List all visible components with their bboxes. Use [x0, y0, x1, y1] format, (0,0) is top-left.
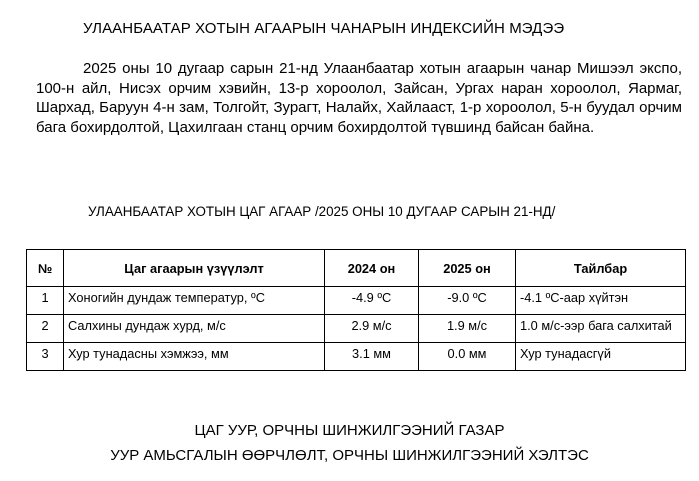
- cell-note: 1.0 м/с-ээр бага салхитай: [516, 315, 686, 343]
- cell-2024: 3.1 мм: [325, 343, 419, 371]
- cell-parameter: Хур тунадасны хэмжээ, мм: [64, 343, 325, 371]
- cell-number: 3: [27, 343, 64, 371]
- cell-note: Хур тунадасгүй: [516, 343, 686, 371]
- cell-number: 1: [27, 287, 64, 315]
- cell-note: -4.1 ºC-аар хүйтэн: [516, 287, 686, 315]
- table-row: [27, 315, 686, 343]
- cell-parameter: Салхины дундаж хурд, м/с: [64, 315, 325, 343]
- header-note: Тайлбар: [516, 250, 686, 287]
- cell-2024: -4.9 ºC: [325, 287, 419, 315]
- cell-2025: 1.9 м/с: [419, 315, 516, 343]
- document-title: УЛААНБААТАР ХОТЫН АГААРЫН ЧАНАРЫН ИНДЕКСИЙН МЭДЭЭ: [83, 20, 565, 37]
- table-header-row: [27, 250, 686, 287]
- air-quality-paragraph: 2025 оны 10 дугаар сарын 21-нд Улаанбаатар хотын агаарын чанар Мишээл экспо, 100-н айл, Нисэх орчим хэвийн, 13-р хороолол, Зайсан, Ургах наран хороолол, Яармаг, Шархад, Баруун 4-н зам, Толгойт, Зурагт, Налайх, Хайлааст, 1-р хороолол, 5-н буудал орчим бага бохирдолтой, Цахилгаан станц орчим бохирдолтой түвшинд байсан байна.: [36, 60, 682, 136]
- cell-number: 2: [27, 315, 64, 343]
- weather-table: [26, 249, 686, 371]
- cell-parameter: Хоногийн дундаж температур, ºC: [64, 287, 325, 315]
- cell-2024: 2.9 м/с: [325, 315, 419, 343]
- weather-table-title: УЛААНБААТАР ХОТЫН ЦАГ АГААР /2025 ОНЫ 10 ДУГААР САРЫН 21-НД/: [88, 204, 556, 219]
- header-2024: 2024 он: [325, 250, 419, 287]
- header-number: №: [27, 250, 64, 287]
- department-name: УУР АМЬСГАЛЫН ӨӨРЧЛӨЛТ, ОРЧНЫ ШИНЖИЛГЭЭНИЙ ХЭЛТЭС: [110, 447, 589, 464]
- header-2025: 2025 он: [419, 250, 516, 287]
- table-row: [27, 287, 686, 315]
- cell-2025: -9.0 ºC: [419, 287, 516, 315]
- cell-2025: 0.0 мм: [419, 343, 516, 371]
- header-parameter: Цаг агаарын үзүүлэлт: [64, 250, 325, 287]
- organization-name: ЦАГ УУР, ОРЧНЫ ШИНЖИЛГЭЭНИЙ ГАЗАР: [194, 422, 505, 439]
- table-row: [27, 343, 686, 371]
